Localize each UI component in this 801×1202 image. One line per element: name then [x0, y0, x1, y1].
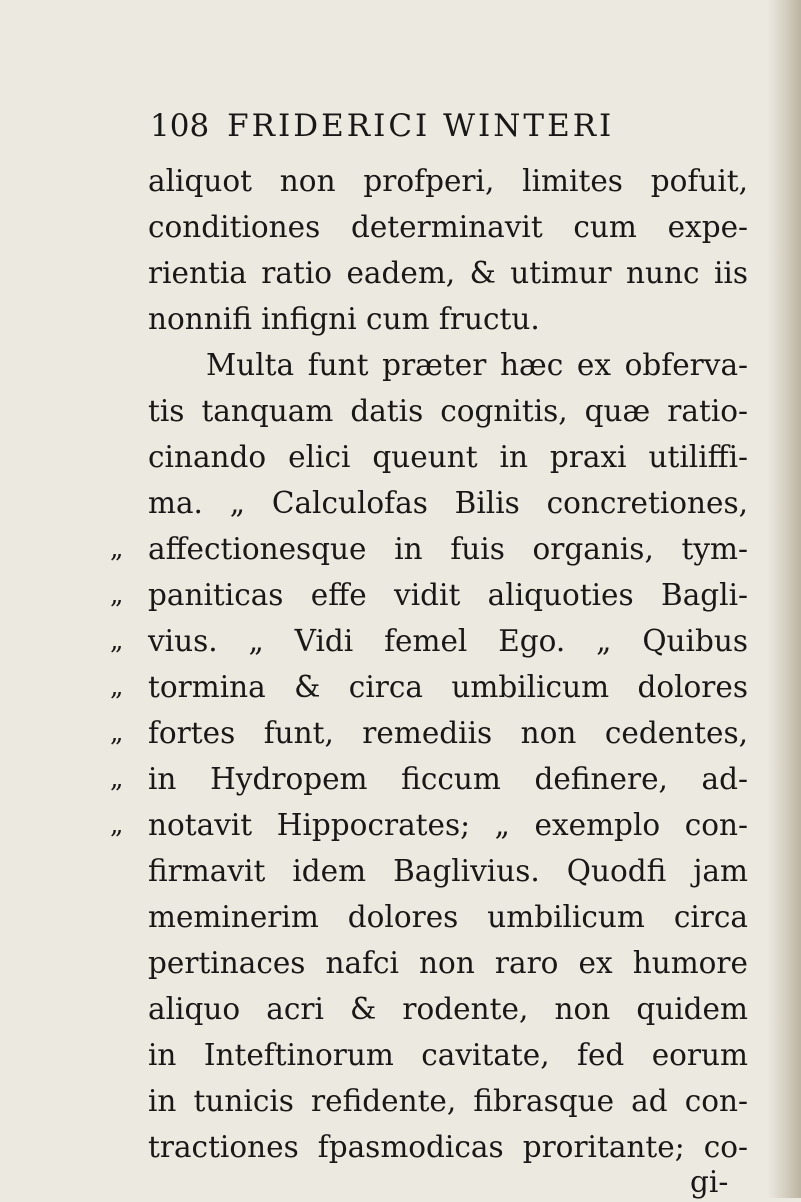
- text-line: [110, 802, 748, 848]
- text-line: [110, 572, 748, 618]
- text-line: [110, 756, 748, 802]
- text-line: [148, 1078, 748, 1124]
- text-line: [110, 710, 748, 756]
- text-line: [148, 250, 748, 296]
- text-line: [148, 986, 748, 1032]
- quote-mark: „: [110, 626, 124, 656]
- text-line: [148, 296, 748, 342]
- text-line: [148, 1124, 748, 1170]
- text-line: [148, 894, 748, 940]
- text-line: [148, 434, 748, 480]
- line-text: ma. „ Calculofas Bilis concretiones,: [148, 486, 748, 520]
- catchword: gi-: [690, 1165, 729, 1199]
- running-title: FRIDERICI WINTERI: [227, 108, 615, 144]
- text-line: [148, 158, 748, 204]
- text-line: [148, 1032, 748, 1078]
- line-text: fortes funt, remediis non cedentes,: [148, 716, 748, 750]
- line-text: paniticas effe vidit aliquoties Bagli-: [148, 578, 748, 612]
- line-text: aliquo acri & rodente, non quidem: [148, 992, 748, 1026]
- line-text: pertinaces nafci non raro ex humore: [148, 946, 748, 980]
- quote-mark: „: [110, 764, 124, 794]
- line-text: conditiones determinavit cum expe-: [148, 210, 748, 244]
- page-number: 108: [150, 108, 210, 144]
- running-header: [150, 108, 614, 144]
- text-line: [110, 618, 748, 664]
- text-line: [148, 342, 748, 388]
- text-line: [110, 526, 748, 572]
- text-line: [148, 204, 748, 250]
- line-text: Multa funt præter hæc ex obferva-: [206, 348, 748, 382]
- line-text: tractiones fpasmodicas proritante; co-: [148, 1130, 748, 1164]
- quote-mark: „: [110, 718, 124, 748]
- line-text: rientia ratio eadem, & utimur nunc iis: [148, 256, 748, 290]
- line-text: nonnifi infigni cum fructu.: [148, 302, 540, 336]
- line-text: vius. „ Vidi femel Ego. „ Quibus: [148, 624, 748, 658]
- text-line: [148, 848, 748, 894]
- line-text: firmavit idem Baglivius. Quodfi jam: [148, 854, 748, 888]
- text-line: [148, 480, 748, 526]
- text-line: [110, 664, 748, 710]
- body-text: [110, 158, 748, 1170]
- line-text: tormina & circa umbilicum dolores: [148, 670, 748, 704]
- line-text: aliquot non profperi, limites pofuit,: [148, 164, 748, 198]
- text-line: [148, 940, 748, 986]
- text-line: [148, 388, 748, 434]
- quote-mark: „: [110, 534, 124, 564]
- quote-mark: „: [110, 810, 124, 840]
- page-edge-shadow: [767, 0, 801, 1198]
- line-text: in Hydropem ficcum definere, ad-: [148, 762, 748, 796]
- line-text: meminerim dolores umbilicum circa: [148, 900, 748, 934]
- quote-mark: „: [110, 580, 124, 610]
- line-text: in tunicis refidente, fibrasque ad con-: [148, 1084, 748, 1118]
- line-text: in Inteftinorum cavitate, fed eorum: [148, 1038, 748, 1072]
- line-text: cinando elici queunt in praxi utiliffi-: [148, 440, 748, 474]
- quote-mark: „: [110, 672, 124, 702]
- line-text: affectionesque in fuis organis, tym-: [148, 532, 748, 566]
- line-text: tis tanquam datis cognitis, quæ ratio-: [148, 394, 748, 428]
- line-text: notavit Hippocrates; „ exemplo con-: [148, 808, 748, 842]
